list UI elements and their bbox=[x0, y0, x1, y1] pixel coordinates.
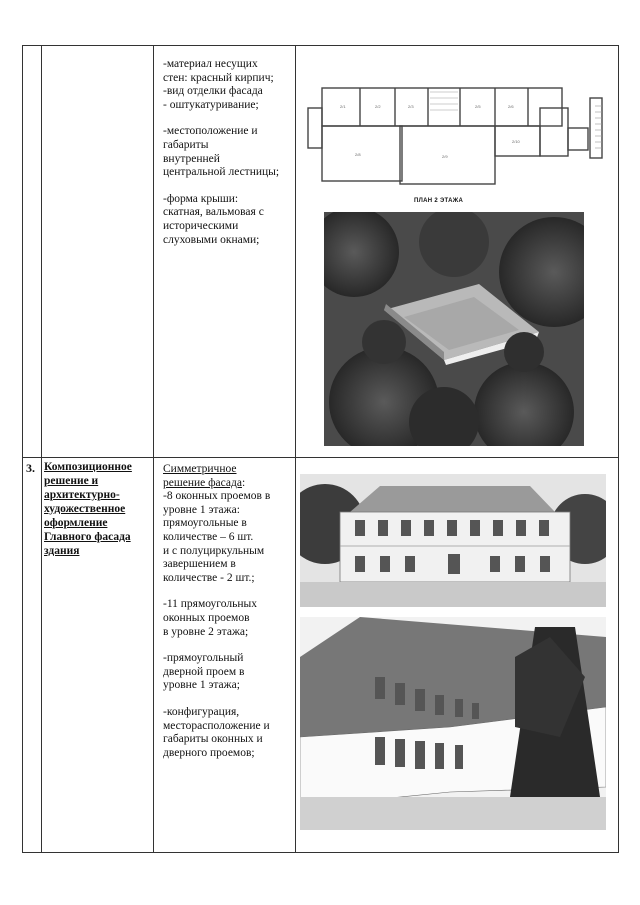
title-line: архитектурно- bbox=[44, 489, 120, 501]
description-line: -форма крыши: bbox=[163, 192, 239, 205]
table-border-left bbox=[22, 45, 23, 853]
description-line bbox=[163, 112, 293, 125]
description-line: -местоположение и bbox=[163, 125, 258, 138]
description-line bbox=[163, 180, 293, 193]
svg-text:2/5: 2/5 bbox=[475, 104, 481, 109]
description-line bbox=[163, 585, 293, 598]
description-line: -прямоугольный bbox=[163, 652, 244, 665]
row-3-description bbox=[163, 463, 293, 760]
description-line: скатная, вальмовая с bbox=[163, 206, 264, 219]
plan-caption: ПЛАН 2 ЭТАЖА bbox=[414, 198, 464, 204]
svg-text:2/1: 2/1 bbox=[340, 104, 346, 109]
table-row-divider bbox=[22, 457, 619, 458]
description-line: габариты bbox=[163, 138, 209, 151]
description-line: -конфигурация, bbox=[163, 705, 240, 718]
subtitle-text: решение фасада bbox=[163, 476, 242, 489]
description-line: завершением в bbox=[163, 558, 236, 571]
description-line: -11 прямоугольных bbox=[163, 598, 257, 611]
title-line: здания bbox=[44, 545, 80, 557]
description-line: дверного проемов; bbox=[163, 746, 255, 759]
description-line: уровне 1 этажа: bbox=[163, 503, 240, 516]
table-border-top bbox=[22, 45, 619, 46]
description-line: -вид отделки фасада bbox=[163, 85, 263, 98]
floor-plan-drawing bbox=[300, 78, 614, 190]
description-line: в уровне 2 этажа; bbox=[163, 625, 249, 638]
title-line: Композиционное bbox=[44, 461, 132, 473]
top-row-description bbox=[163, 58, 293, 247]
svg-text:2/10: 2/10 bbox=[512, 139, 520, 144]
facade-photo-front bbox=[300, 474, 606, 607]
description-line: -8 оконных проемов в bbox=[163, 490, 271, 503]
subtitle-line bbox=[163, 463, 293, 477]
description-line: -материал несущих bbox=[163, 58, 258, 70]
description-line: количестве – 6 шт. bbox=[163, 530, 254, 543]
title-line: художественное bbox=[44, 503, 126, 515]
description-line: уровне 1 этажа; bbox=[163, 679, 240, 692]
row-3-title bbox=[44, 460, 152, 558]
svg-text:2/6: 2/6 bbox=[508, 104, 514, 109]
table-col-divider-1 bbox=[41, 45, 42, 853]
description-line bbox=[163, 693, 293, 706]
description-line: центральной лестницы; bbox=[163, 166, 280, 179]
title-line: оформление bbox=[44, 517, 108, 529]
svg-text:2/8: 2/8 bbox=[355, 152, 361, 157]
facade-photo-angle bbox=[300, 617, 606, 830]
subtitle-colon: : bbox=[241, 476, 246, 489]
subtitle-text: Симметричное bbox=[163, 463, 237, 475]
title-line: Главного фасада bbox=[44, 531, 131, 543]
table-col-divider-3 bbox=[295, 45, 296, 853]
table-border-right bbox=[618, 45, 619, 853]
description-line: прямоугольные в bbox=[163, 517, 247, 530]
description-line: стен: красный кирпич; bbox=[163, 71, 274, 84]
description-line: и с полуциркульным bbox=[163, 544, 265, 557]
description-line: месторасположение и bbox=[163, 719, 270, 732]
subtitle-line bbox=[163, 477, 293, 491]
description-line: историческими bbox=[163, 219, 239, 232]
svg-text:2/2: 2/2 bbox=[375, 104, 381, 109]
aerial-photo bbox=[324, 212, 584, 446]
description-line: оконных проемов bbox=[163, 611, 250, 624]
description-line: - оштукатуривание; bbox=[163, 98, 259, 111]
svg-text:2/9: 2/9 bbox=[442, 154, 448, 159]
row-number: 3. bbox=[26, 461, 35, 475]
description-line: габариты оконных и bbox=[163, 733, 263, 746]
description-line: слуховыми окнами; bbox=[163, 233, 260, 246]
description-line: количестве - 2 шт.; bbox=[163, 571, 255, 584]
svg-text:2/3: 2/3 bbox=[408, 104, 414, 109]
description-line: внутренней bbox=[163, 152, 220, 165]
description-line bbox=[163, 639, 293, 652]
description-line: дверной проем в bbox=[163, 665, 245, 678]
title-line: решение и bbox=[44, 475, 99, 487]
table-col-divider-2 bbox=[153, 45, 154, 853]
table-border-bottom bbox=[22, 852, 619, 853]
